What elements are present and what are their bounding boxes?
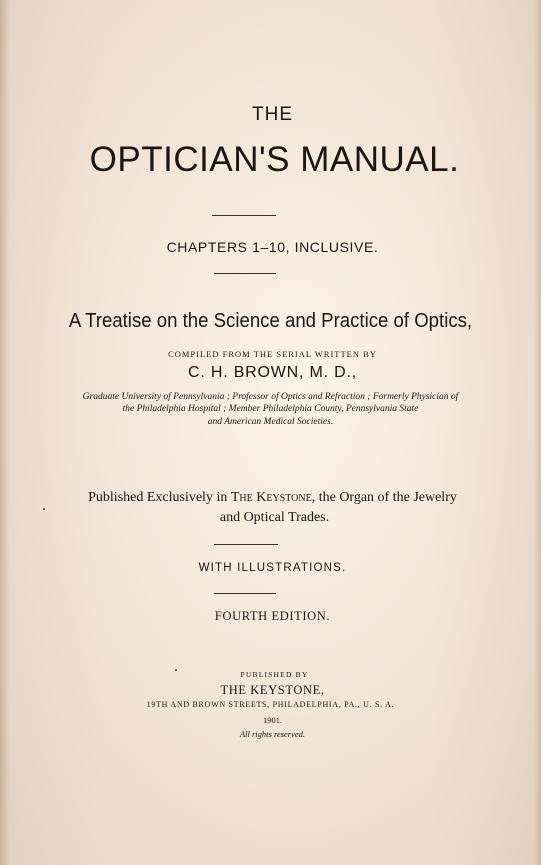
- chapters-line: CHAPTERS 1–10, INCLUSIVE.: [166, 239, 379, 255]
- author-name: C. H. BROWN, M. D.,: [188, 364, 357, 381]
- publication-note-text: Published Exclusively in: [88, 490, 231, 505]
- title-article: THE: [252, 104, 293, 125]
- author-credentials: Graduate University of Pennsylvania ; Professor of Optics and Refraction ; Formerly Physician of: [82, 392, 459, 402]
- rights-notice: All rights reserved.: [239, 729, 306, 739]
- publisher-address: 19TH AND BROWN STREETS, PHILADELPHIA, PA., U. S. A.: [146, 700, 395, 709]
- divider-rule: [214, 544, 278, 545]
- book-title: OPTICIAN'S MANUAL.: [89, 140, 460, 179]
- divider-rule: [214, 593, 276, 594]
- divider-rule: [214, 273, 276, 274]
- publication-year: 1901.: [262, 715, 283, 725]
- published-by-label: PUBLISHED BY: [240, 670, 309, 679]
- journal-name: The Keystone: [230, 490, 312, 505]
- paper-speck: [43, 508, 45, 510]
- paper-speck: [175, 669, 177, 671]
- publisher-name: THE KEYSTONE,: [220, 683, 325, 697]
- treatise-subtitle: A Treatise on the Science and Practice of Optics,: [68, 310, 473, 332]
- illustrations-line: WITH ILLUSTRATIONS.: [198, 562, 347, 574]
- publication-note-text: , the Organ of the Jewelry: [311, 490, 457, 505]
- divider-rule: [212, 215, 276, 216]
- author-credentials: and American Medical Societies.: [207, 417, 334, 427]
- publication-note: [2, 490, 541, 506]
- author-credentials: the Philadelphia Hospital ; Member Philadelphia County, Pennsylvania State: [122, 404, 419, 414]
- compiled-line: COMPILED FROM THE SERIAL WRITTEN BY: [168, 349, 377, 359]
- edition-line: FOURTH EDITION.: [214, 609, 331, 623]
- publication-note: and Optical Trades.: [219, 510, 330, 525]
